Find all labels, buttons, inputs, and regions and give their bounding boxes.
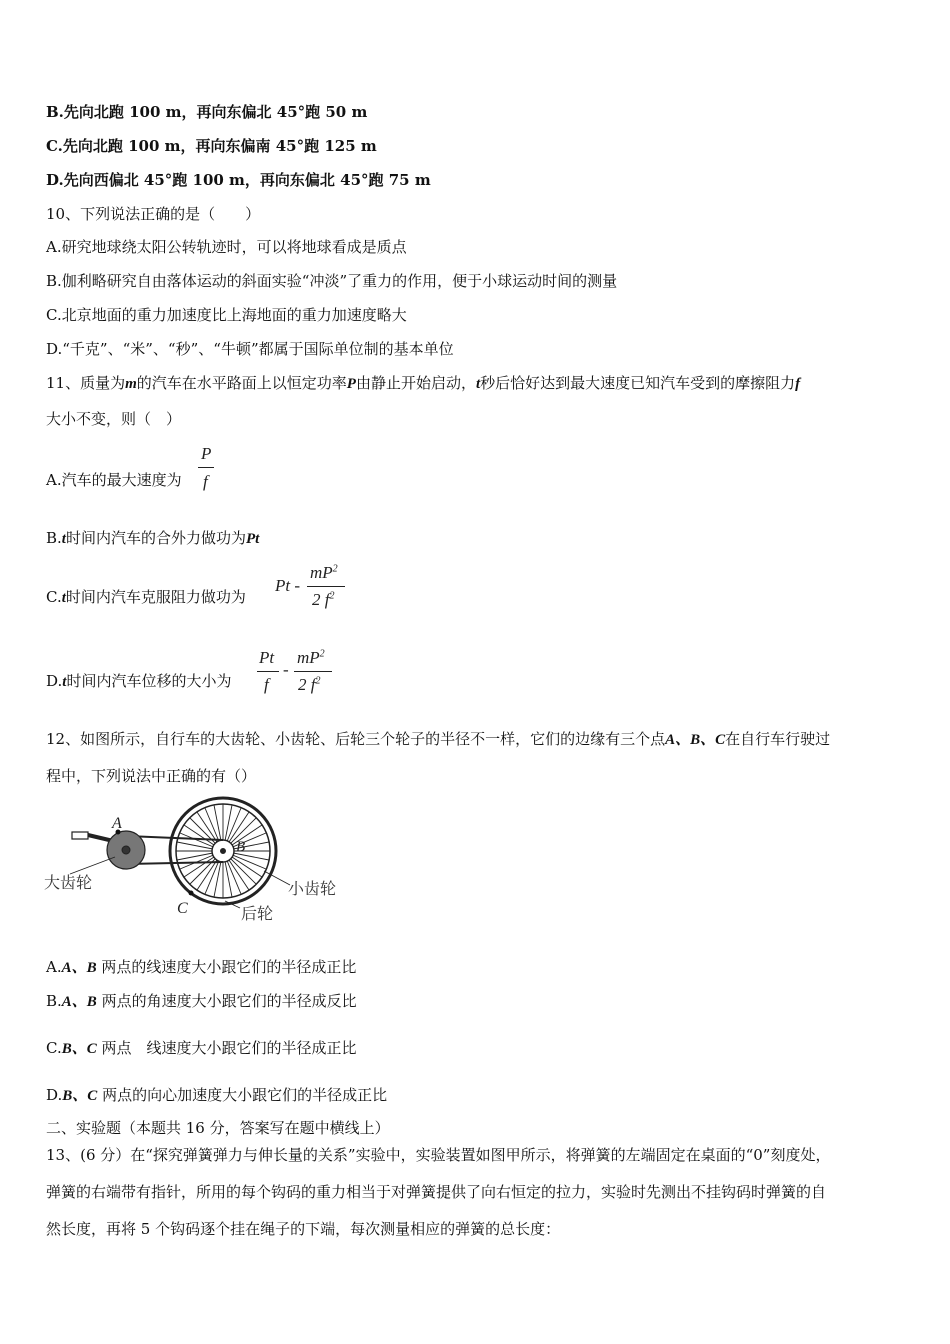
section-2-heading: 二、实验题（本题共 16 分，答案写在题中横线上） <box>46 1119 390 1137</box>
formula-d-bar2 <box>294 671 332 672</box>
formula-a-numerator: P <box>201 444 212 463</box>
q10-option-b: B.伽利略研究自由落体运动的斜面实验“冲淡”了重力的作用，便于小球运动时间的测量 <box>46 272 618 290</box>
label-b: B <box>236 839 246 855</box>
formula-d-numerator2: $mP^2$ <box>297 648 325 667</box>
q12-option-b: B.A、B 两点的角速度大小跟它们的半径成反比 <box>46 992 357 1010</box>
formula-c-prefix: Pt - <box>275 576 301 595</box>
formula-d-numerator1: Pt <box>259 648 275 667</box>
q11-option-d: D.t时间内汽车位移的大小为 <box>46 672 232 690</box>
q10-option-a: A.研究地球绕太阳公转轨迹时，可以将地球看成是质点 <box>46 238 407 256</box>
point-c <box>189 891 194 896</box>
label-small-gear: 小齿轮 <box>288 879 337 898</box>
q11-stem-line2: 大小不变，则（ ） <box>46 410 182 428</box>
q13-line1: 13、(6 分）在“探究弹簧弹力与伸长量的关系”实验中，实验装置如图甲所示，将弹簧的左端固定在桌面的“0”刻度处， <box>46 1146 831 1164</box>
q13-line3: 然长度，再将 5 个钩码逐个挂在绳子的下端，每次测量相应的弹簧的总长度： <box>46 1220 561 1238</box>
bicycle-gear-figure <box>40 795 360 930</box>
label-big-gear: 大齿轮 <box>44 873 93 892</box>
label-rear-wheel: 后轮 <box>241 904 274 923</box>
pedal <box>72 832 88 839</box>
q12-option-a: A.A、B 两点的线速度大小跟它们的半径成正比 <box>46 958 357 976</box>
q12-option-c: C.B、C 两点 线速度大小跟它们的半径成正比 <box>46 1039 357 1057</box>
label-c: C <box>177 900 188 917</box>
q11-option-a: A.汽车的最大速度为 <box>46 471 182 489</box>
q13-line2: 弹簧的右端带有指针，所用的每个钩码的重力相当于对弹簧提供了向右恒定的拉力，实验时先测出不挂钩码时弹簧的自 <box>46 1183 827 1201</box>
formula-d-minus: - <box>283 660 289 679</box>
q12-stem-line2: 程中，下列说法中正确的有（） <box>46 767 257 785</box>
q10-stem: 10、下列说法正确的是（ ） <box>46 205 261 223</box>
q9-option-c: C.先向北跑 100 m，再向东偏南 45°跑 125 m <box>46 137 377 155</box>
q10-option-d: D.“千克”、“米”、“秒”、“牛顿”都属于国际单位制的基本单位 <box>46 340 454 358</box>
q12-stem-line1: 12、如图所示，自行车的大齿轮、小齿轮、后轮三个轮子的半径不一样，它们的边缘有三个点A、B、C在自行车行驶过 <box>46 730 831 748</box>
formula-d-denominator1: f <box>264 675 269 694</box>
formula-a-bar <box>198 467 214 468</box>
formula-a-denominator: f <box>203 472 208 491</box>
q10-option-c: C.北京地面的重力加速度比上海地面的重力加速度略大 <box>46 306 407 324</box>
q11-option-c: C.t时间内汽车克服阻力做功为 <box>46 588 246 606</box>
formula-d-bar1 <box>257 671 279 672</box>
formula-c-denominator: 2 $f^2$ <box>312 590 335 609</box>
formula-d-denominator2: 2 $f^2$ <box>298 675 321 694</box>
q11-stem-line1: 11、质量为m的汽车在水平路面上以恒定功率P由静止开始启动，t秒后恰好达到最大速度已知汽车受到的摩擦阻力f <box>46 374 801 392</box>
q9-option-d: D.先向西偏北 45°跑 100 m，再向东偏北 45°跑 75 m <box>46 171 431 189</box>
q11-option-b: B.t时间内汽车的合外力做功为Pt <box>46 529 260 547</box>
q9-option-b: B.先向北跑 100 m，再向东偏北 45°跑 50 m <box>46 103 368 121</box>
q12-option-d: D.B、C 两点的向心加速度大小跟它们的半径成正比 <box>46 1086 388 1104</box>
formula-c-numerator: $mP^2$ <box>310 563 338 582</box>
label-a: A <box>112 815 122 832</box>
formula-c-bar <box>307 586 345 587</box>
